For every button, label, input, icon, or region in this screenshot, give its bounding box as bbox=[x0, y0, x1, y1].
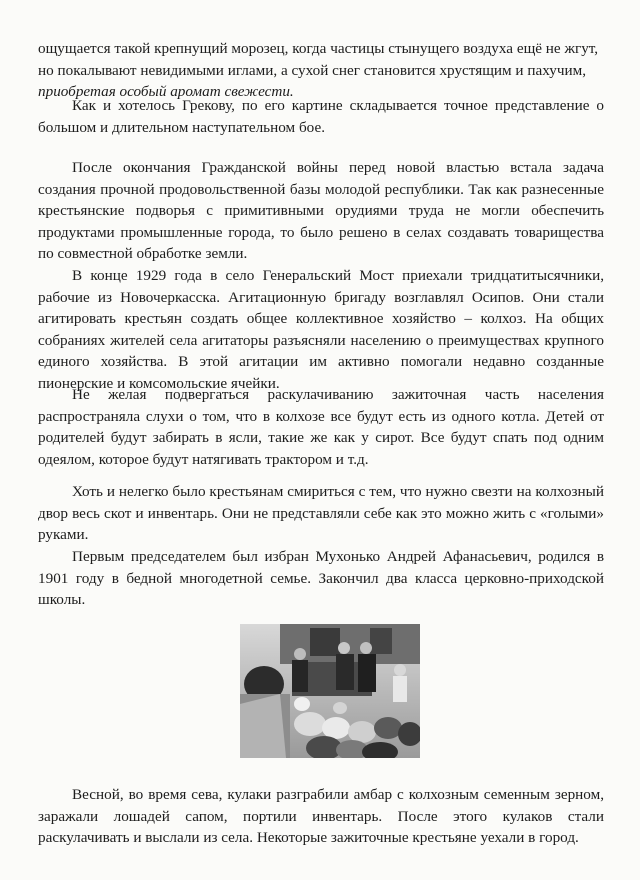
paragraph-8: Весной, во время сева, кулаки разграбили амбар с колхозным семенным зерном, заражали лошадей сапом, портили инвентарь. После этого кулаков стали раскулачивать и выслали из села. Некоторые зажиточные крестьяне уехали в город. bbox=[38, 786, 604, 846]
paragraph-1 bbox=[38, 38, 604, 103]
paragraph-1-line-2: но покалывают невидимыми иглами, а сухой снег становится хрустящим и пахучим, bbox=[38, 61, 587, 79]
paragraph-7: Первым председателем был избран Мухонько Андрей Афанасьевич, родился в 1901 году в бедной многодетной семье. Закончил два класса церковно-приходской школы. bbox=[38, 548, 604, 608]
paragraph-2: Как и хотелось Грекову, по его картине складывается точное представление о большом и длительном наступательном бое. bbox=[38, 97, 604, 136]
paragraph-3: После окончания Гражданской войны перед новой властью встала задача создания прочной продовольственной базы молодой республики. Так как разнесенные крестьянские подворья с примитивными орудиями труда не могли обеспечить продуктами промышленные города, то было решено в селах создавать товарищества по совместной обработке земли. bbox=[38, 159, 604, 262]
photo-illustration bbox=[240, 624, 420, 758]
historical-photo bbox=[240, 624, 420, 758]
paragraph-6: Хоть и нелегко было крестьянам смириться с тем, что нужно свезти на колхозный двор весь скот и инвентарь. Они не представляли себе как это можно жить с «голыми» руками. bbox=[38, 483, 604, 543]
paragraph-4: В конце 1929 года в село Генеральский Мост приехали тридцатитысячники, рабочие из Новочеркасска. Агитационную бригаду возглавлял Осипов. Они стали агитировать крестьян создать общее коллективное хозяйство – колхоз. На общих собраниях жителей села агитаторы разъясняли населению о преимуществах крупного единого хозяйства. В этой агитации им активно помогали недавно созданные пионерские и комсомольские ячейки. bbox=[38, 267, 604, 392]
paragraph-1-italic-line: приобретая особый аромат свежести. bbox=[38, 83, 294, 100]
paragraph-5: Не желая подвергаться раскулачиванию зажиточная часть населения распространяла слухи о том, что в колхозе все будут есть из одного котла. Детей от родителей будут забирать в ясли, такие же как у сирот. Все будут спать под одним одеялом, которое будут натягивать трактором и т.д. bbox=[38, 386, 604, 468]
paragraph-1-line-1: ощущается такой крепнущий морозец, когда частицы стынущего воздуха ещё не жгут, bbox=[38, 40, 599, 57]
